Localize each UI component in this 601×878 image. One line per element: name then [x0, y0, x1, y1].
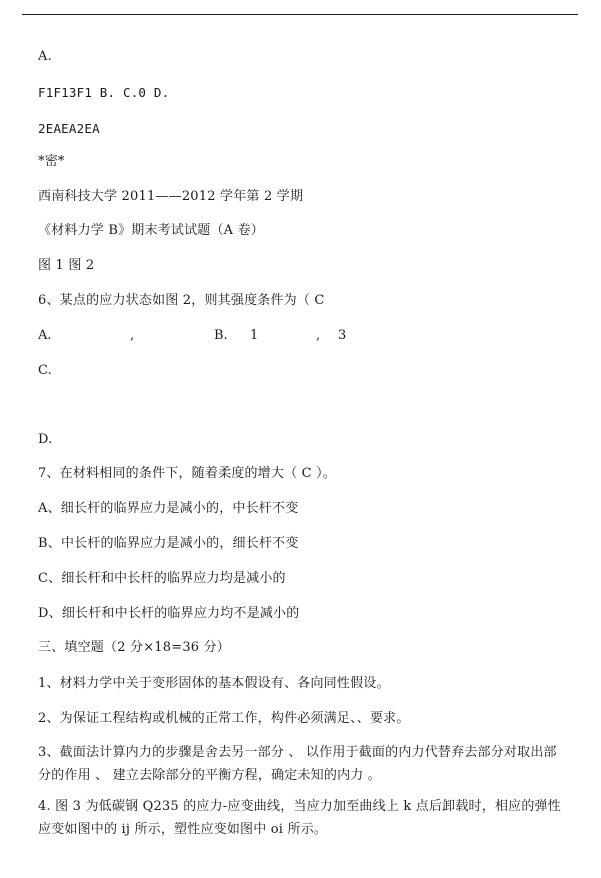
figure-caption: 图 1 图 2: [38, 258, 95, 273]
garbled-formula-line: F1F13F1 B. C.0 D.: [38, 85, 170, 100]
option-separator-2: ,: [316, 328, 321, 343]
fill-blank-2: 2、为保证工程结构或机械的正常工作，构件必须满足、、要求。: [38, 711, 410, 726]
section-heading-fill-blank: 三、填空题（2 分×18=36 分）: [38, 640, 231, 655]
fill-blank-3: 3、截面法计算内力的步骤是舍去另一部分 、 以作用于截面的内力代替弃去部分对取出部分的作用 、 建立去除部分的平衡方程，确定未知的内力 。: [38, 745, 557, 783]
option-a: A.: [38, 328, 52, 343]
question-7-option-a: A、细长杆的临界应力是减小的，中长杆不变: [38, 501, 299, 516]
option-a-label: A.: [38, 49, 52, 64]
option-separator: ,: [130, 328, 135, 343]
exam-title: 《材料力学 B》期末考试试题（A 卷）: [38, 223, 265, 238]
question-7-option-c: C、细长杆和中长杆的临界应力均是减小的: [38, 571, 286, 586]
question-7: 7、在材料相同的条件下，随着柔度的增大（ C ）。: [38, 466, 336, 481]
option-d: D.: [38, 432, 53, 447]
header-rule: [22, 14, 578, 15]
option-b-value-3: 3: [338, 328, 347, 343]
question-7-option-d: D、细长杆和中长杆的临界应力均不是减小的: [38, 606, 300, 621]
fill-blank-1: 1、材料力学中关于变形固体的基本假设有、各向同性假设。: [38, 676, 390, 691]
fill-blank-4: 4. 图 3 为低碳钢 Q235 的应力-应变曲线，当应力加至曲线上 k 点后卸载时，相应的弹性应变如图中的 ij 所示，塑性应变如图中 oi 所示。: [38, 799, 561, 837]
option-c: C.: [38, 363, 53, 378]
question-6: 6、某点的应力状态如图 2，则其强度条件为（ C: [38, 293, 325, 308]
garbled-formula-line-2: 2EAEA2EA: [38, 121, 100, 136]
university-term-line: 西南科技大学 2011——2012 学年第 2 学期: [38, 189, 304, 204]
option-b-value-1: 1: [250, 328, 259, 343]
option-b: B.: [214, 328, 228, 343]
secret-mark: *密*: [38, 154, 65, 169]
question-7-option-b: B、中长杆的临界应力是减小的，细长杆不变: [38, 536, 299, 551]
